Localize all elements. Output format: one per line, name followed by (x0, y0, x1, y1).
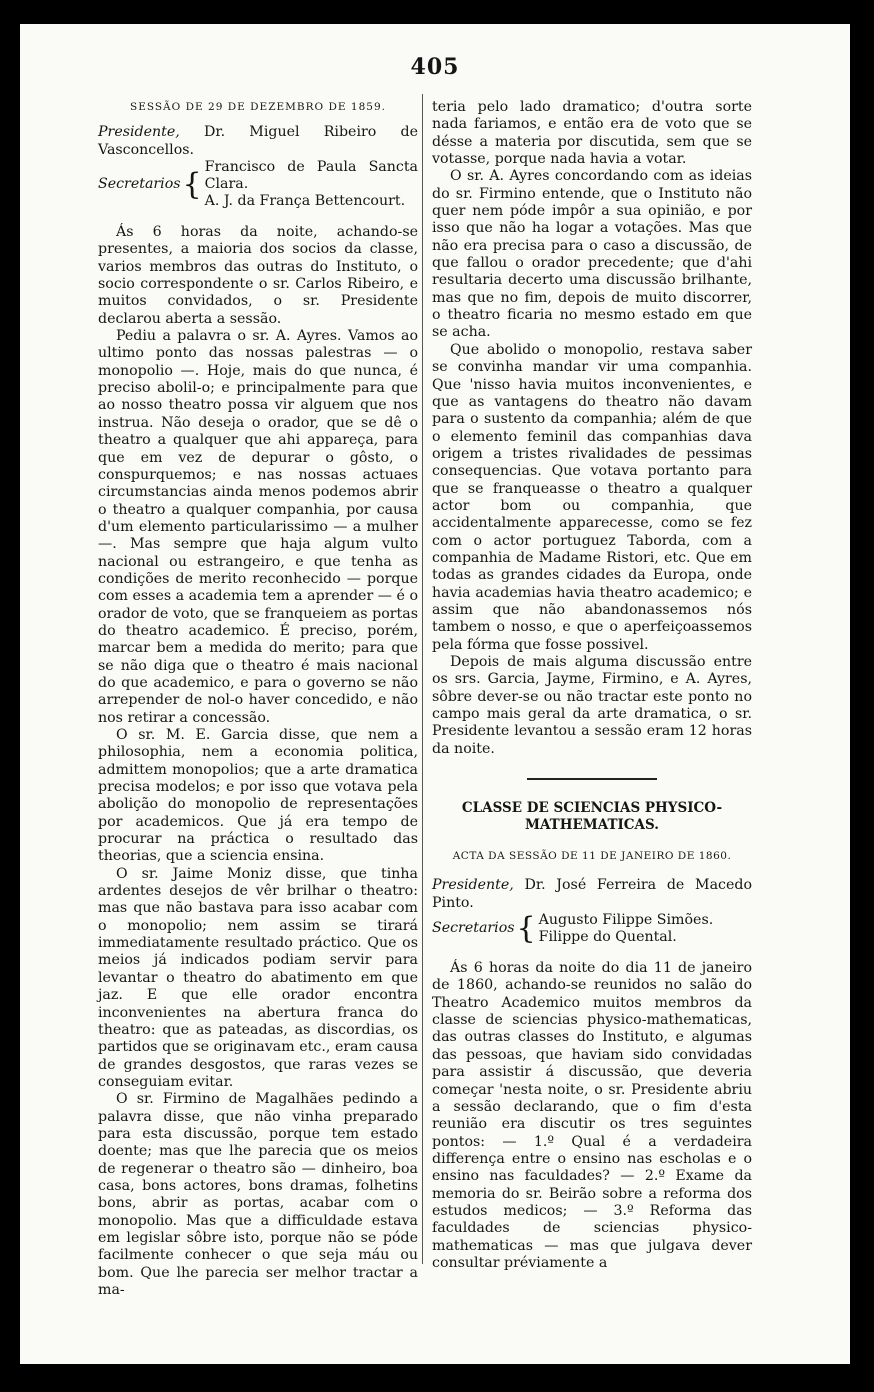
section-divider (527, 778, 657, 780)
secretarios-block (98, 159, 418, 210)
paragraph: O sr. M. E. Garcia disse, que nem a philosophia, nem a economia politica, admittem monopolios; que a arte dramatica precisa modelos; e por isso que votava pela abolição do monopolio de representações por academicos. Que já era tempo de procurar na práctica o resultado das theorias, que a sciencia ensina. (98, 727, 418, 865)
presidente-label: Presidente, (98, 124, 180, 141)
secretario-2: A. J. da França Bettencourt. (204, 193, 406, 210)
secretario-1: Francisco de Paula Sancta Clara. (204, 159, 418, 193)
presidente-line (98, 124, 418, 159)
secretario-2: Filippe do Quental. (538, 929, 677, 946)
secretarios-label: Secretarios (98, 175, 181, 192)
presidente-name: Dr. José Ferreira de Macedo Pinto. (432, 877, 752, 911)
paragraph: Ás 6 horas da noite, achando-se presentes, a maioria dos socios da classe, varios membros das outras do Instituto, o socio correspondente o sr. Carlos Ribeiro, e muitos convidados, o sr. Presidente declarou aberta a sessão. (98, 224, 418, 327)
paragraph: O sr. Firmino de Magalhães pedindo a palavra disse, que não vinha preparado para esta discussão, porque tem estado doente; mas que lhe parecia que os meios de regenerar o theatro são — dinheiro, boa casa, bons actores, bons dramas, folhetins bons, abrir as portas, acabar com o monopolio. Mas que a difficuldade estava em legislar sôbre isto, porque não se póde facilmente conhecer o que seja máu ou bom. Que lhe parecia ser melhor tractar a ma- (98, 1091, 418, 1298)
brace-glyph: { (516, 911, 536, 947)
presidente-line (432, 877, 752, 912)
paragraph: Depois de mais alguma discussão entre os srs. Garcia, Jayme, Firmino, e A. Ayres, sôbre dever-se ou não tractar este ponto no campo mais geral da arte dramatica, o sr. Presidente levantou a sessão eram 12 horas da noite. (432, 654, 752, 757)
paragraph: Que abolido o monopolio, restava saber se convinha mandar vir uma companhia. Que 'nisso havia muitos inconvenientes, e que as vantagens do theatro não davam para o sustento da companhia; além de que o elemento feminil das companhias dava origem a tristes rivalidades de pessimas consequencias. Que votava portanto para que se franqueasse o theatro a qualquer actor bom ou companhia, que accidentalmente apparecesse, como se fez com o actor portuguez Taborda, com a companhia de Madame Ristori, etc. Que em todas as grandes cidades da Europa, onde havia academias havia theatro academico; e assim que não abandonassemos nós tambem o nosso, e que o aperfeiçoassemos pela fórma que fosse possivel. (432, 341, 752, 653)
brace-glyph: { (182, 166, 202, 202)
paragraph: O sr. Jaime Moniz disse, que tinha ardentes desejos de vêr brilhar o theatro: mas que não bastava para isso acabar com o monopolio; nem assim se tirará immediatamente resultado práctico. Que os meios já indicados podiam servir para levantar o theatro do abatimento em que jaz. E que elle orador encontra inconvenientes na abertura franca do theatro: que as pateadas, as discordias, os partidos que se originavam etc., eram causa de grandes desgostos, que raras vezes se conseguiam evitar. (98, 865, 418, 1090)
class-title-line-2: MATHEMATICAS. (525, 817, 659, 834)
left-column (98, 99, 418, 1299)
paragraph: O sr. A. Ayres concordando com as ideias do sr. Firmino entende, que o Instituto não quer nem póde impôr a sua opinião, e por isso que não ha logar a votações. Mas que não era precisa para o caso a discussão, de que fallou o orador precedente; que d'ahi resultaria decerto uma discussão brilhante, mas que no fim, depois de muito discorrer, o theatro ficaria no mesmo estado em que se acha. (432, 168, 752, 341)
class-title-line-1: CLASSE DE SCIENCIAS PHYSICO- (461, 800, 723, 817)
acta-header: ACTA DA SESSÃO DE 11 DE JANEIRO DE 1860. (452, 850, 732, 863)
paragraph: teria pelo lado dramatico; d'outra sorte nada fariamos, e então era de voto que se désse a materia por discutida, sem que se votasse, porque nada havia a votar. (432, 99, 752, 168)
secretarios-label: Secretarios (432, 920, 515, 937)
paragraph: Pediu a palavra o sr. A. Ayres. Vamos ao ultimo ponto das nossas palestras — o monopolio —. Hoje, mais do que nunca, é preciso abolil-o; e principalmente para que ao nosso theatro possa vir alguem que nos instrua. Não deseja o orador, que se dê o theatro a qualquer que ahi appareça, para que em vez de depurar o gôsto, o conspurquemos; e nas nossas actuaes circumstancias ainda menos podemos abrir o theatro a qualquer companhia, por causa d'um elemento particularissimo — a mulher —. Mas sempre que haja algum vulto nacional ou estrangeiro, e que tenha as condições de merito reconhecido — porque com esses a academia tem a aprender — é o orador de voto, que se franqueiem as portas do theatro academico. É preciso, porém, marcar bem a medida do merito; para que se não diga que o theatro é mais nacional do que academico, e para o governo se não arrepender de nol-o haver concedido, e não nos retirar a concessão. (98, 328, 418, 726)
class-title (432, 800, 752, 834)
session-header: SESSÃO DE 29 DE DEZEMBRO DE 1859. (130, 101, 386, 113)
column-divider (422, 94, 423, 1264)
document-page (20, 24, 850, 1364)
secretarios-block (432, 912, 752, 946)
right-column (432, 99, 752, 1272)
presidente-label: Presidente, (432, 877, 514, 894)
presidente-name: Dr. Miguel Ribeiro de Vasconcellos. (98, 124, 418, 158)
secretario-1: Augusto Filippe Simões. (538, 912, 714, 929)
paragraph: Ás 6 horas da noite do dia 11 de janeiro de 1860, achando-se reunidos no salão do Theatro Academico muitos membros da classe de sciencias physico-mathematicas, das outras classes do Instituto, e algumas das pessoas, que haviam sido convidadas para assistir á discussão, que deveria começar 'nesta noite, o sr. Presidente abriu a sessão declarando, que o fim d'esta reunião era discutir os tres seguintes pontos: — 1.º Qual é a verdadeira differença entre o ensino nas escholas e o ensino nas faculdades? — 2.º Exame da memoria do sr. Beirão sobre a reforma dos estudos medicos; — 3.º Reforma das faculdades de sciencias physico-mathematicas — mas que julgava dever consultar préviamente a (432, 960, 752, 1271)
page-number: 405 (410, 54, 460, 80)
